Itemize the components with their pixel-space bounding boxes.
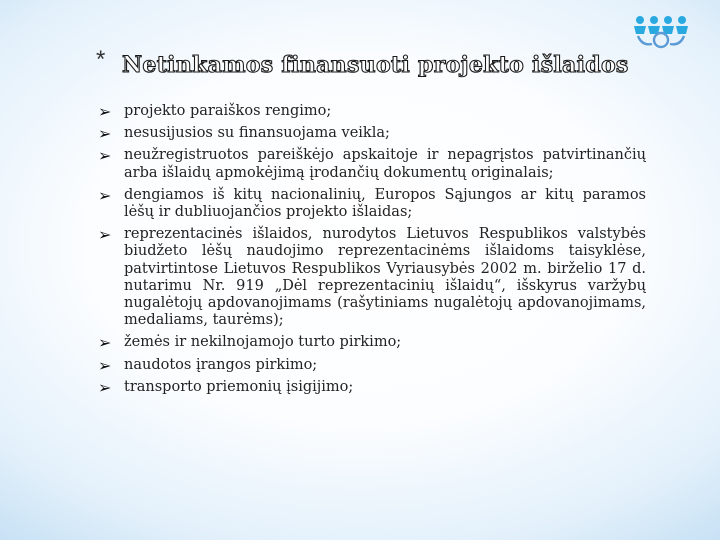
list-item: ➢ dengiamos iš kitų nacionalinių, Europos Sąjungos ar kitų paramos lėšų ir dubliuojančios projekto išlaidas; (98, 185, 646, 221)
page-title: Netinkamos finansuoti projekto išlaidos (122, 52, 629, 78)
list-item: ➢ neužregistruotos pareiškėjo apskaitoje ir nepagrįstos patvirtinančių arba išlaidų apmokėjimą įrodančių dokumentų originalais; (98, 146, 646, 181)
arrow-bullet-icon: ➢ (98, 124, 112, 144)
arrow-bullet-icon: ➢ (98, 355, 112, 375)
arrow-bullet-icon: ➢ (98, 146, 112, 166)
list-item: ➢ žemės ir nekilnojamojo turto pirkimo; (98, 333, 402, 353)
arrow-bullet-icon: ➢ (98, 377, 112, 397)
list-item: ➢ naudotos įrangos pirkimo; (98, 355, 318, 375)
arrow-bullet-icon: ➢ (98, 185, 112, 205)
arrow-bullet-icon: ➢ (98, 333, 112, 353)
bullet-list (98, 103, 646, 401)
title-star: * (96, 46, 106, 73)
list-item: ➢ nesusijusios su finansuojama veikla; (98, 124, 390, 144)
arrow-bullet-icon: ➢ (98, 102, 112, 121)
people-circle-logo-icon (632, 14, 690, 50)
list-item: ➢ reprezentacinės išlaidos, nurodytos Lietuvos Respublikos valstybės biudžeto lėšų naudojimo reprezentacinėms išlaidoms taisyklėse, patvirtintose Lietuvos Respublikos Vyriausybės 2002 m. birželio 17 d. nutarimu Nr. 919 „Dėl reprezentacinių išlaidų“, išskyrus varžybų nugalėtojų apdovanojimams (rašytiniams nugalėtojų apdovanojimams, medaliams, taurėms); (98, 225, 646, 329)
arrow-bullet-icon: ➢ (98, 225, 112, 245)
list-item: ➢ projekto paraiškos rengimo; (98, 102, 332, 121)
list-item: ➢ transporto priemonių įsigijimo; (98, 377, 354, 397)
